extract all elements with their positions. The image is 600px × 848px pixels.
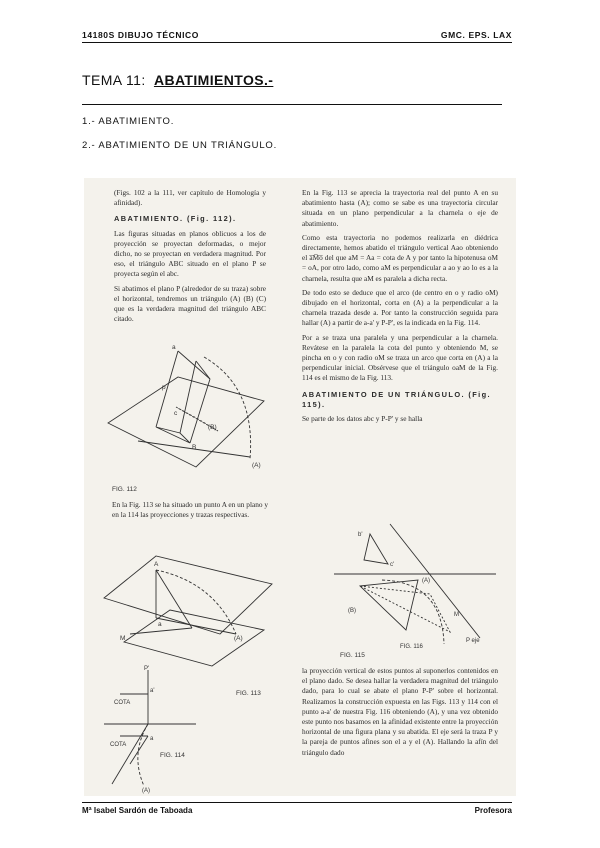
svg-text:(B): (B) bbox=[208, 424, 217, 431]
svg-text:M: M bbox=[454, 612, 459, 618]
right-column-bottom bbox=[302, 666, 498, 762]
cota-label-1: COTA bbox=[114, 700, 131, 706]
right-para-6: la proyección vertical de estos puntos al suponerlos contenidos en el plano dado. Se desea hallar la verdadera magnitud del triángulo dado, para lo cual se abate el plano P-P' sobre el horizontal. Realizamos la construcción expuesta en las Figs. 113 y 114 con el punto a-a' de nuestra Fig. 116 obteniendo (A), y una vez obtenido este punto nos basamos en la afinidad existente entre la proyección horizontal de una figura plana y su abatida. El eje será la traza P y la pareja de puntos afines son el a y el (A). Hallando la afín del triángulo dado bbox=[302, 666, 498, 757]
svg-text:FIG. 116: FIG. 116 bbox=[400, 644, 423, 650]
fig-112-caption: FIG. 112 bbox=[112, 486, 137, 493]
right-heading: ABATIMIENTO DE UN TRIÁNGULO. (Fig. 115). bbox=[302, 389, 491, 409]
right-para-1: En la Fig. 113 se aprecia la trayectoria real del punto A en su abatimiento hasta (A); como se sabe es una trayectoria circular situada en un plano perpendicular a la charnela o eje de abatimiento. bbox=[302, 188, 498, 228]
left-para-3: En la Fig. 113 se ha situado un punto A en un plano y en la 114 las proyecciones y trazas respectivas. bbox=[112, 500, 268, 520]
svg-text:P': P' bbox=[144, 666, 150, 672]
svg-text:A: A bbox=[154, 561, 159, 568]
svg-text:c': c' bbox=[390, 562, 395, 568]
right-para-4: Por a se traza una paralela y una perpendicular a la charnela. Revátese en la paralela la cota del punto y obteniendo M, se pincha en o y con radio oM se traza un arco que corta en (A) a la perpendicular inicial. Obsérvese que el triángulo oaM de la Fig. 114 es el mismo de la Fig. 113. bbox=[302, 332, 498, 383]
section-2: 2.- ABATIMIENTO DE UN TRIÁNGULO. bbox=[82, 140, 278, 151]
svg-text:b': b' bbox=[358, 532, 363, 538]
svg-text:a: a bbox=[172, 344, 176, 351]
fig-114-caption: FIG. 114 bbox=[160, 752, 185, 759]
peje-label: P eje bbox=[466, 638, 480, 644]
fig-115-caption: FIG. 115 bbox=[340, 652, 365, 659]
svg-text:p: p bbox=[162, 384, 166, 391]
figure-113 bbox=[96, 548, 276, 668]
svg-text:a: a bbox=[150, 736, 154, 742]
figure-114 bbox=[100, 664, 200, 794]
svg-text:(A): (A) bbox=[422, 578, 430, 584]
cota-label-2: COTA bbox=[110, 742, 127, 748]
svg-text:c: c bbox=[174, 410, 178, 417]
left-heading: ABATIMIENTO. (Fig. 112). bbox=[114, 214, 237, 224]
svg-text:a': a' bbox=[150, 688, 155, 694]
section-1: 1.- ABATIMIENTO. bbox=[82, 116, 175, 127]
footer-role: Profesora bbox=[474, 806, 512, 815]
svg-text:B: B bbox=[192, 444, 197, 451]
left-para-1: Las figuras situadas en planos oblicuos a los de proyección se proyectan deformadas, o mejor dicho, no se proyectan en verdadera magnitud. Por eso, el triángulo ABC situado en el plano P se proyecta según el abc. bbox=[114, 228, 266, 279]
footer-divider bbox=[82, 802, 512, 803]
svg-text:M: M bbox=[120, 635, 126, 642]
figure-112 bbox=[100, 335, 270, 495]
header-divider bbox=[82, 42, 512, 43]
svg-text:(A): (A) bbox=[142, 788, 150, 794]
left-column-top bbox=[114, 188, 266, 328]
right-para-3: De todo esto se deduce que el arco (de centro en o y radio oM) dibujado en el horizontal, corta en (A) a la perpendicular a la charnela trazada desde a. Por tanto la construcción seguida para hallar (A) a partir de a-a' y P-P', es la indicada en la Fig. 114. bbox=[302, 287, 498, 328]
header-school: GMC. EPS. LAX bbox=[440, 30, 512, 40]
left-intro: (Figs. 102 a la 111, ver capítulo de Homología y afinidad). bbox=[114, 188, 266, 208]
svg-text:(A): (A) bbox=[252, 462, 261, 469]
right-para-2: Como esta trayectoria no podemos realizarla en diédrica directamente, hemos abatido el triángulo vertical Aao obteniendo el a̅M̅o̅ del que aM = Aa = cota de A y por tanto la hipotenusa oM = oA, por otro lado, como aM es perpendicular a ao y ao lo es a la charnela, resulta que aM es paralela a dicha recta. bbox=[302, 232, 498, 283]
page-title bbox=[82, 72, 273, 88]
svg-text:(A): (A) bbox=[234, 635, 243, 642]
left-para-2: Si abatimos el plano P (alrededor de su traza) sobre el horizontal, tendremos un triángulo (A) (B) (C) que es la verdadera magnitud del triángulo ABC citado. bbox=[114, 283, 266, 324]
title-prefix: TEMA 11: bbox=[82, 72, 146, 88]
fig-113-caption: FIG. 113 bbox=[236, 690, 261, 697]
title-main: ABATIMIENTOS.- bbox=[153, 72, 274, 88]
header-course: 14180S DIBUJO TÉCNICO bbox=[82, 30, 199, 40]
right-para-5: Se parte de los datos abc y P-P' y se halla bbox=[302, 414, 423, 424]
right-column-top bbox=[302, 188, 498, 428]
title-divider bbox=[82, 104, 502, 105]
footer-author: Mª Isabel Sardón de Taboada bbox=[82, 806, 193, 815]
left-column-mid bbox=[112, 500, 268, 524]
svg-text:a: a bbox=[158, 621, 162, 628]
svg-text:(B): (B) bbox=[348, 608, 356, 614]
